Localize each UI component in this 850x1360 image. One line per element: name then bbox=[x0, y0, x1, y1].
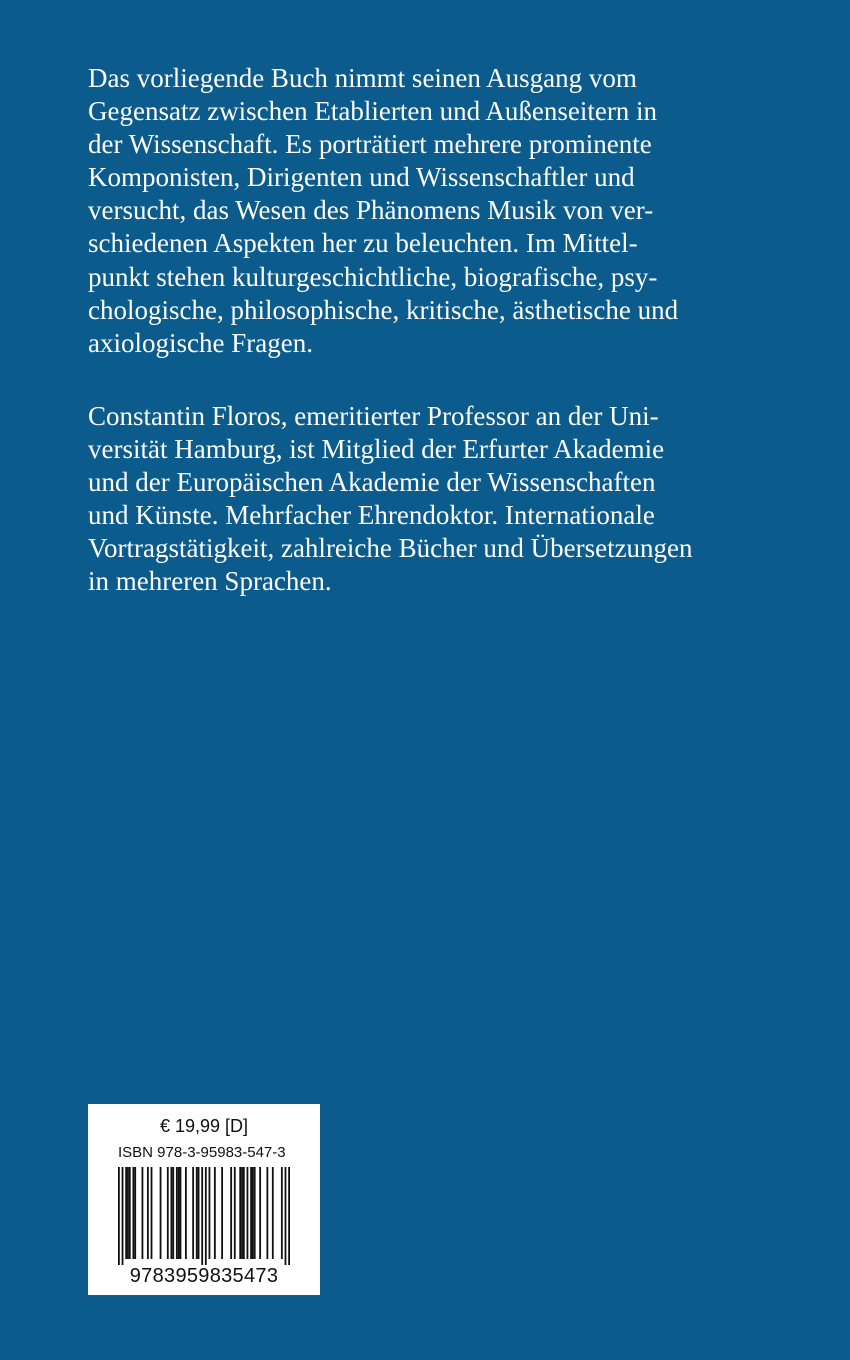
barcode-bar bbox=[167, 1167, 169, 1259]
barcode-bar bbox=[147, 1167, 149, 1259]
description-line: der Wissenschaft. Es porträtiert mehrere prominente bbox=[88, 129, 652, 160]
author-bio bbox=[88, 400, 748, 599]
barcode-bar bbox=[127, 1167, 129, 1259]
book-description bbox=[88, 62, 748, 360]
barcode-bar bbox=[172, 1167, 174, 1259]
author-bio-line: versität Hamburg, ist Mitglied der Erfurter Akademie bbox=[88, 434, 665, 465]
description-line: chologische, philosophische, kritische, ästhetische und bbox=[88, 294, 679, 325]
barcode-bar bbox=[243, 1167, 245, 1259]
barcode-bar bbox=[122, 1167, 124, 1265]
barcode-bar bbox=[272, 1167, 274, 1259]
barcode-bar bbox=[241, 1167, 243, 1259]
barcode-bar bbox=[129, 1167, 131, 1259]
barcode-bar bbox=[132, 1167, 134, 1259]
barcode-bar bbox=[266, 1167, 268, 1259]
isbn-label: ISBN 978-3-95983-547-3 bbox=[118, 1144, 286, 1161]
barcode-bar bbox=[288, 1167, 290, 1265]
barcode-bar bbox=[234, 1167, 236, 1259]
barcode-bar bbox=[201, 1167, 203, 1265]
barcode-bar bbox=[214, 1167, 216, 1259]
barcode-bar bbox=[239, 1167, 241, 1259]
barcode-bar bbox=[205, 1167, 207, 1265]
barcode-bar bbox=[185, 1167, 187, 1259]
author-bio-line: Constantin Floros, emeritierter Professor an der Uni- bbox=[88, 401, 659, 431]
barcode-bar bbox=[209, 1167, 211, 1259]
barcode-bar bbox=[178, 1167, 180, 1259]
description-line: Das vorliegende Buch nimmt seinen Ausgang vom bbox=[88, 63, 637, 93]
barcode-bar bbox=[254, 1167, 256, 1259]
barcode-bar bbox=[196, 1167, 198, 1259]
barcode-bar bbox=[142, 1167, 144, 1259]
description-line: punkt stehen kulturgeschichtliche, biografische, psy- bbox=[88, 261, 658, 292]
description-line: Komponisten, Dirigenten und Wissenschaftler und bbox=[88, 162, 635, 193]
description-line: axiologische Fragen. bbox=[88, 327, 313, 358]
description-line: versucht, das Wesen des Phänomens Musik von ver- bbox=[88, 195, 654, 226]
barcode-bar bbox=[134, 1167, 136, 1259]
price-label: € 19,99 [D] bbox=[159, 1116, 249, 1136]
barcode-bar bbox=[125, 1167, 127, 1259]
barcode-bar bbox=[171, 1167, 173, 1259]
author-bio-line: und Künste. Mehrfacher Ehrendoktor. Internationale bbox=[88, 500, 655, 531]
description-line: schiedenen Aspekten her zu beleuchten. Im Mittel- bbox=[88, 228, 638, 259]
barcode-bar bbox=[160, 1167, 162, 1259]
barcode-bar bbox=[118, 1167, 120, 1265]
barcode-bar bbox=[180, 1167, 182, 1259]
barcode-bar bbox=[198, 1167, 200, 1259]
barcode-bar bbox=[151, 1167, 153, 1259]
barcode-bar bbox=[259, 1167, 261, 1259]
barcode-bar bbox=[252, 1167, 254, 1259]
barcode-bar bbox=[176, 1167, 178, 1259]
barcode-bar bbox=[221, 1167, 223, 1259]
description-line: Gegensatz zwischen Etablierten und Außenseitern in bbox=[88, 96, 658, 127]
ean-digits: 9783959835473 bbox=[129, 1265, 279, 1287]
barcode-image bbox=[118, 1167, 290, 1265]
barcode-bar bbox=[230, 1167, 232, 1259]
author-bio-line: und der Europäischen Akademie der Wissenschaften bbox=[88, 467, 656, 498]
barcode-bar bbox=[247, 1167, 249, 1259]
author-bio-line: Vortragstätigkeit, zahlreiche Bücher und Übersetzungen bbox=[88, 533, 693, 564]
barcode-bar bbox=[285, 1167, 287, 1265]
barcode-label bbox=[88, 1104, 320, 1295]
barcode-bar bbox=[192, 1167, 194, 1259]
barcode-bar bbox=[281, 1167, 283, 1259]
barcode-bar bbox=[250, 1167, 252, 1259]
author-bio-line: in mehreren Sprachen. bbox=[88, 566, 332, 597]
